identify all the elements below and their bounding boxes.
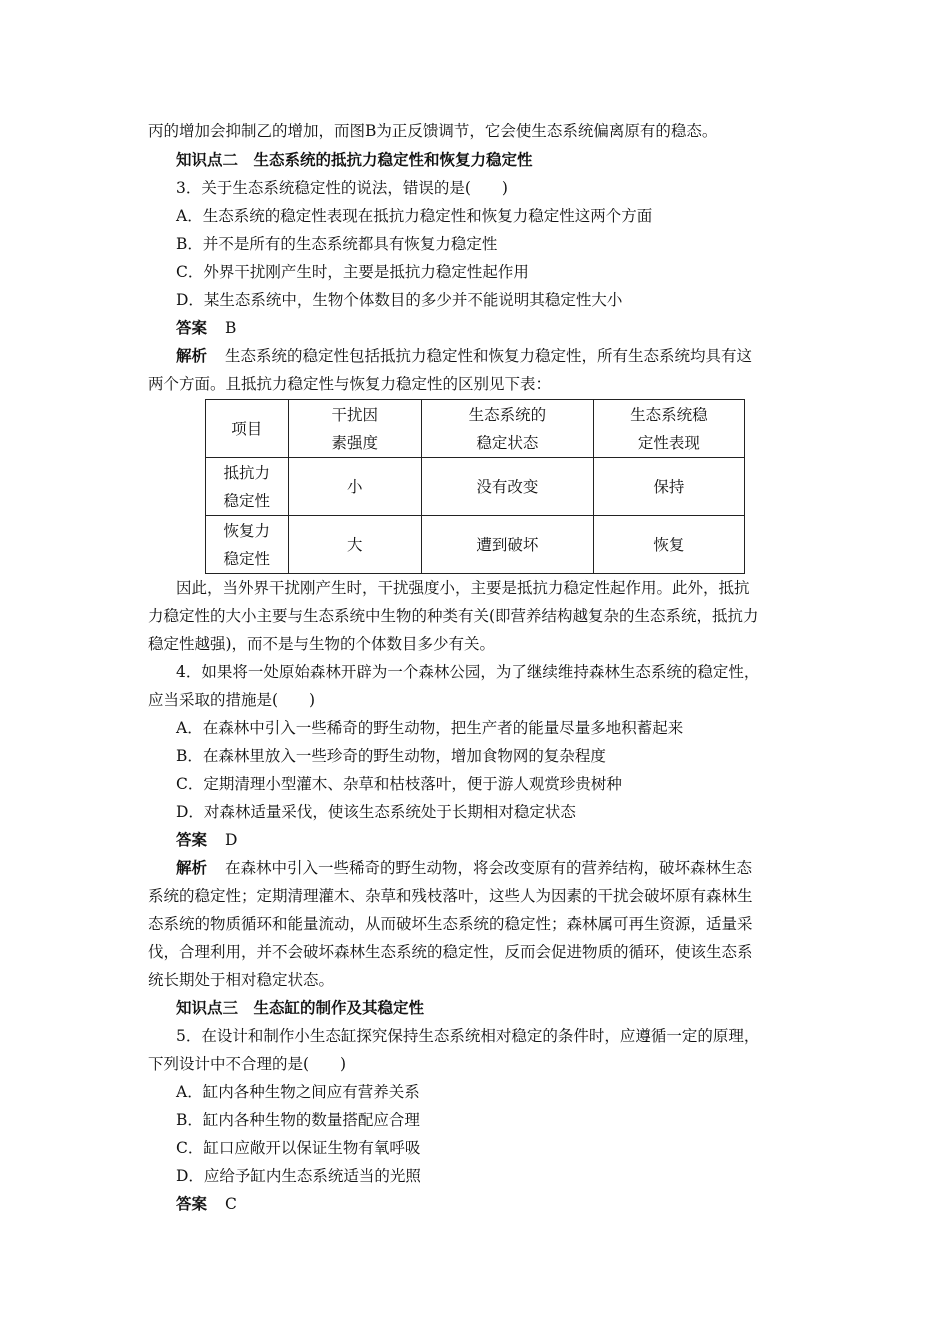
table-row bbox=[206, 516, 745, 574]
cell-text: 生态系统稳 定性表现 bbox=[630, 405, 708, 452]
answer-4 bbox=[176, 830, 237, 850]
question-5-line2: 下列设计中不合理的是( ) bbox=[148, 1055, 347, 1073]
table-cell bbox=[593, 458, 744, 516]
option-3a: A．生态系统的稳定性表现在抵抗力稳定性和恢复力稳定性这两个方面 bbox=[176, 207, 653, 225]
explanation-4-line1 bbox=[176, 858, 752, 878]
explanation-label: 解析 bbox=[176, 859, 208, 877]
explanation-3-line4: 力稳定性的大小主要与生态系统中生物的种类有关(即营养结构越复杂的生态系统，抵抗力 bbox=[148, 607, 759, 625]
question-4-line1: 4．如果将一处原始森林开辟为一个森林公园，为了继续维持森林生态系统的稳定性， bbox=[176, 663, 760, 681]
answer-label: 答案 bbox=[176, 1195, 208, 1213]
table-header-cell bbox=[206, 400, 289, 458]
option-5d: D．应给予缸内生态系统适当的光照 bbox=[176, 1167, 421, 1185]
option-5c: C．缸口应敞开以保证生物有氧呼吸 bbox=[176, 1139, 421, 1157]
table-cell bbox=[288, 516, 421, 574]
explanation-3-line1 bbox=[176, 346, 752, 366]
answer-3 bbox=[176, 318, 236, 338]
explanation-3-line5: 稳定性越强)，而不是与生物的个体数目多少有关。 bbox=[148, 635, 496, 653]
answer-value: D bbox=[225, 831, 238, 849]
table-header-cell bbox=[421, 400, 593, 458]
answer-value: B bbox=[225, 319, 237, 337]
explanation-4-line5: 统长期处于相对稳定状态。 bbox=[148, 971, 335, 989]
option-4a: A．在森林中引入一些稀奇的野生动物，把生产者的能量尽量多地积蓄起来 bbox=[176, 719, 684, 737]
table-cell bbox=[421, 458, 593, 516]
table-header-cell bbox=[288, 400, 421, 458]
cell-text: 生态系统的 稳定状态 bbox=[468, 405, 547, 452]
option-4c: C．定期清理小型灌木、杂草和枯枝落叶，便于游人观赏珍贵树种 bbox=[176, 775, 622, 793]
cell-text: 恢复 bbox=[653, 535, 685, 554]
table-cell bbox=[206, 516, 289, 574]
cell-text: 恢复力 稳定性 bbox=[223, 521, 271, 568]
answer-label: 答案 bbox=[176, 831, 208, 849]
answer-label: 答案 bbox=[176, 319, 208, 337]
cell-text: 没有改变 bbox=[476, 477, 539, 496]
cell-text: 保持 bbox=[653, 477, 685, 496]
explanation-3-line2: 两个方面。且抵抗力稳定性与恢复力稳定性的区别见下表： bbox=[148, 375, 552, 393]
explanation-text: 生态系统的稳定性包括抵抗力稳定性和恢复力稳定性，所有生态系统均具有这 bbox=[225, 347, 753, 365]
explanation-label: 解析 bbox=[176, 347, 208, 365]
option-5a: A．缸内各种生物之间应有营养关系 bbox=[176, 1083, 420, 1101]
option-3d: D．某生态系统中，生物个体数目的多少并不能说明其稳定性大小 bbox=[176, 291, 623, 309]
comparison-table bbox=[205, 399, 745, 574]
section-heading-2: 知识点二 生态系统的抵抗力稳定性和恢复力稳定性 bbox=[176, 151, 533, 169]
cell-text: 干扰因 素强度 bbox=[331, 405, 378, 452]
option-3c: C．外界干扰刚产生时，主要是抵抗力稳定性起作用 bbox=[176, 263, 529, 281]
cell-text: 遭到破坏 bbox=[476, 535, 539, 554]
table-header-row bbox=[206, 400, 745, 458]
question-4-line2: 应当采取的措施是( ) bbox=[148, 691, 316, 709]
section-heading-3: 知识点三 生态缸的制作及其稳定性 bbox=[176, 999, 425, 1017]
paragraph-line: 丙的增加会抑制乙的增加，而图B为正反馈调节，它会使生态系统偏离原有的稳态。 bbox=[148, 122, 718, 140]
cell-text: 大 bbox=[346, 535, 363, 554]
cell-text: 小 bbox=[346, 477, 363, 496]
question-3: 3．关于生态系统稳定性的说法，错误的是( ) bbox=[176, 179, 508, 197]
answer-5 bbox=[176, 1194, 237, 1214]
table-header-cell bbox=[593, 400, 744, 458]
table-cell bbox=[206, 458, 289, 516]
explanation-4-line3: 态系统的物质循环和能量流动，从而破坏生态系统的稳定性；森林属可再生资源，适量采 bbox=[148, 915, 753, 933]
question-5-line1: 5．在设计和制作小生态缸探究保持生态系统相对稳定的条件时，应遵循一定的原理， bbox=[176, 1027, 760, 1045]
table-cell bbox=[593, 516, 744, 574]
table-cell bbox=[288, 458, 421, 516]
explanation-text: 在森林中引入一些稀奇的野生动物，将会改变原有的营养结构，破坏森林生态 bbox=[225, 859, 753, 877]
explanation-3-line3: 因此，当外界干扰刚产生时，干扰强度小，主要是抵抗力稳定性起作用。此外，抵抗 bbox=[176, 579, 750, 597]
explanation-4-line4: 伐，合理利用，并不会破坏森林生态系统的稳定性，反而会促进物质的循环，使该生态系 bbox=[148, 943, 753, 961]
cell-text: 抵抗力 稳定性 bbox=[223, 463, 271, 510]
option-3b: B．并不是所有的生态系统都具有恢复力稳定性 bbox=[176, 235, 498, 253]
option-4b: B．在森林里放入一些珍奇的野生动物，增加食物网的复杂程度 bbox=[176, 747, 606, 765]
option-5b: B．缸内各种生物的数量搭配应合理 bbox=[176, 1111, 420, 1129]
explanation-4-line2: 系统的稳定性；定期清理灌木、杂草和残枝落叶，这些人为因素的干扰会破坏原有森林生 bbox=[148, 887, 753, 905]
option-4d: D．对森林适量采伐，使该生态系统处于长期相对稳定状态 bbox=[176, 803, 576, 821]
answer-value: C bbox=[225, 1195, 237, 1213]
table-row bbox=[206, 458, 745, 516]
table-cell bbox=[421, 516, 593, 574]
cell-text: 项目 bbox=[231, 419, 263, 438]
